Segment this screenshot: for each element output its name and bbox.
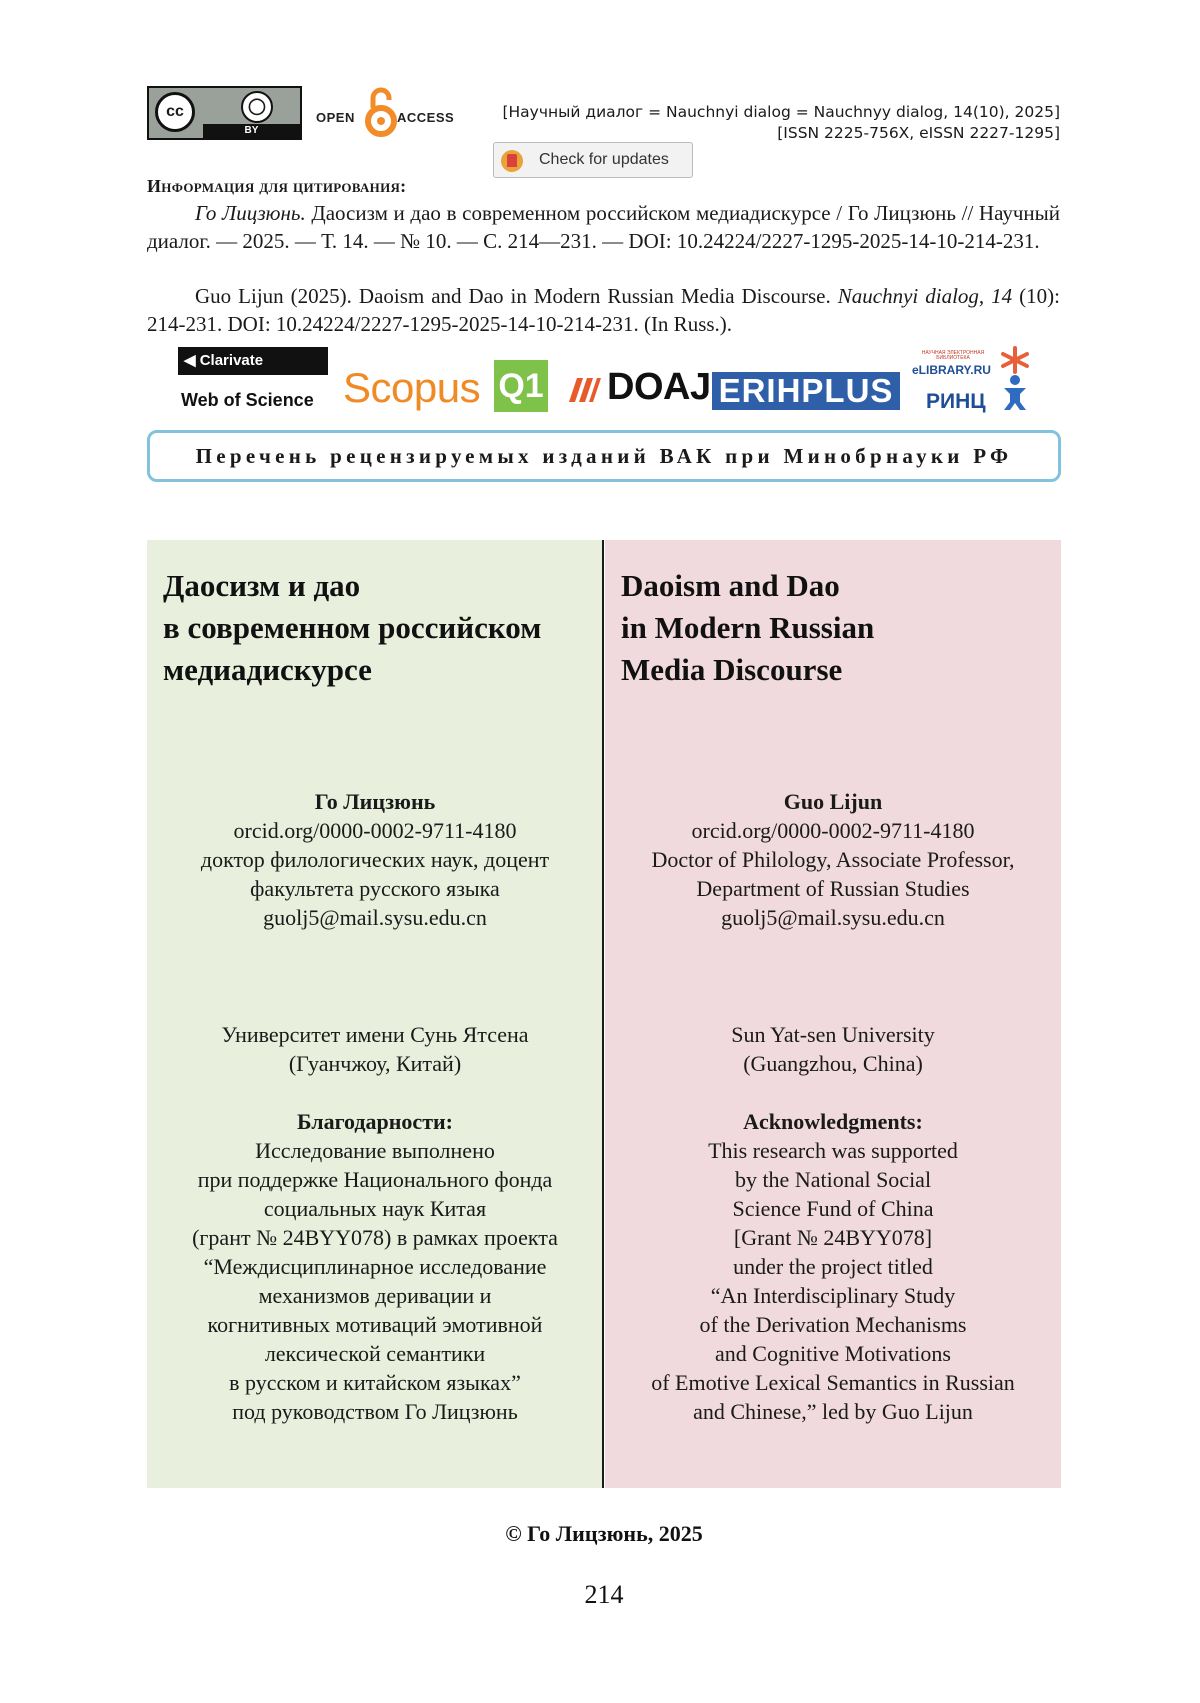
citation-english — [147, 283, 1060, 338]
check-for-updates-label: Check for updates — [539, 151, 669, 168]
author-info-russian — [160, 787, 590, 932]
author-position-en: Department of Russian Studies — [696, 876, 970, 901]
acknowledgments-english — [616, 1107, 1050, 1426]
journal-reference-issn: [ISSN 2225-756X, eISSN 2227-1295] — [777, 124, 1060, 142]
citation-heading: Информация для цитирования: — [147, 176, 407, 196]
open-access-access-text: ACCESS — [397, 110, 455, 125]
doaj-icon — [565, 372, 603, 408]
citation-en-text: Guo Lijun (2025). Daoism and Dao in Modern Russian Media Discourse. — [195, 284, 838, 308]
ack-line: and Chinese,” led by Guo Lijun — [693, 1399, 973, 1424]
orcid-link-ru[interactable]: orcid.org/0000-0002-9711-4180 — [233, 818, 517, 843]
ack-line: когнитивных мотиваций эмотивной — [207, 1312, 543, 1337]
affiliation-line: (Гуанчжоу, Китай) — [288, 1051, 462, 1076]
cc-icon: cc — [155, 92, 195, 132]
ack-line: социальных наук Китая — [263, 1196, 487, 1221]
author-name-en: Guo Lijun — [783, 789, 883, 814]
article-title-english — [621, 565, 1051, 691]
check-for-updates-button[interactable] — [493, 142, 693, 178]
open-access-lock-icon — [365, 86, 397, 138]
title-en-line: in Modern Russian — [621, 610, 875, 645]
affiliation-line: (Guangzhou, China) — [743, 1051, 923, 1076]
crossmark-icon — [501, 150, 523, 172]
by-label: BY — [203, 124, 300, 138]
ack-line: лексической семантики — [264, 1341, 486, 1366]
elibrary-logo[interactable]: eLIBRARY.RU — [912, 363, 991, 377]
vak-list-banner: Перечень рецензируемых изданий ВАК при Минобрнауки РФ — [147, 430, 1061, 482]
journal-reference-line1: [Научный диалог = Nauchnyi dialog = Nauchnyy dialog, 14(10), 2025] — [502, 103, 1060, 121]
clarivate-icon: ◀ — [184, 352, 196, 369]
acknowledgments-russian — [160, 1107, 590, 1426]
affiliation-english — [616, 1020, 1050, 1078]
q1-badge: Q1 — [494, 360, 548, 412]
elibrary-person-icon — [998, 346, 1032, 412]
ack-line: and Cognitive Motivations — [715, 1341, 951, 1366]
column-divider — [602, 540, 604, 1488]
citation-en-journal: Nauchnyi dialog, 14 — [837, 284, 1013, 308]
title-ru-line: в современном российском — [163, 610, 542, 645]
ack-line: при поддержке Национального фонда — [197, 1167, 553, 1192]
web-of-science-logo[interactable]: Web of Science — [181, 390, 314, 410]
citation-ru-text: Даосизм и дао в современном российском медиадискурсе / Го Лицзюнь // Научный диалог. — 2025. — Т. 14. — № 10. — С. 214—231. — DOI: 10.24224/2227-1295-2025-14-10-214-231. — [147, 201, 1060, 253]
author-position-en: Doctor of Philology, Associate Professor, — [651, 847, 1015, 872]
rinc-logo[interactable]: РИНЦ — [926, 390, 986, 413]
ack-heading-ru: Благодарности: — [296, 1109, 454, 1134]
attribution-person-icon: ◯ — [241, 91, 273, 123]
open-access-open-text: OPEN — [316, 110, 355, 125]
citation-ru-author: Го Лицзюнь. — [195, 201, 306, 225]
title-en-line: Daoism and Dao — [621, 568, 840, 603]
ack-line: Исследование выполнено — [255, 1138, 495, 1163]
affiliation-line: Sun Yat-sen University — [731, 1022, 935, 1047]
copyright-notice: © Го Лицзюнь, 2025 — [505, 1521, 703, 1546]
citation-en-text-end: (10): 214-231. DOI: 10.24224/2227-1295-2025-14-10-214-231. (In Russ.). — [147, 284, 1060, 336]
page-number: 214 — [584, 1580, 624, 1609]
affiliation-line: Университет имени Сунь Ятсена — [221, 1022, 529, 1047]
cc-by-license-badge[interactable] — [147, 86, 302, 140]
ack-line: of Emotive Lexical Semantics in Russian — [651, 1370, 1015, 1395]
ack-line: “Междисциплинарное исследование — [203, 1254, 547, 1279]
author-info-english — [616, 787, 1050, 932]
article-title-russian — [163, 565, 583, 691]
citation-russian — [147, 200, 1060, 255]
ack-line: This research was supported — [708, 1138, 958, 1163]
open-access-logo — [316, 84, 456, 140]
title-en-line: Media Discourse — [621, 652, 843, 687]
author-email-ru[interactable]: guolj5@mail.sysu.edu.cn — [263, 905, 487, 930]
ack-line: [Grant № 24BYY078] — [733, 1225, 933, 1250]
ack-line: в русском и китайском языках” — [229, 1370, 521, 1395]
erih-plus-logo[interactable]: ERIHPLUS — [712, 372, 900, 410]
ack-line: механизмов деривации и — [258, 1283, 492, 1308]
journal-reference — [470, 102, 1060, 144]
title-ru-line: медиадискурсе — [163, 652, 372, 687]
author-name-ru: Го Лицзюнь — [314, 789, 436, 814]
elibrary-caption: НАУЧНАЯ ЭЛЕКТРОННАЯ БИБЛИОТЕКА — [921, 350, 985, 361]
ack-line: Science Fund of China — [732, 1196, 934, 1221]
ack-line: under the project titled — [733, 1254, 933, 1279]
ack-line: (грант № 24BYY078) в рамках проекта — [192, 1225, 558, 1250]
ack-line: под руководством Го Лицзюнь — [232, 1399, 518, 1424]
title-ru-line: Даосизм и дао — [163, 568, 361, 603]
scopus-logo[interactable]: Scopus — [343, 364, 481, 411]
author-position-ru: факультета русского языка — [250, 876, 500, 901]
doaj-logo[interactable]: DOAJ — [607, 366, 711, 408]
author-email-en[interactable]: guolj5@mail.sysu.edu.cn — [721, 905, 945, 930]
orcid-link-en[interactable]: orcid.org/0000-0002-9711-4180 — [691, 818, 975, 843]
ack-line: of the Derivation Mechanisms — [699, 1312, 967, 1337]
ack-line: by the National Social — [734, 1167, 932, 1192]
ack-line: “An Interdisciplinary Study — [710, 1283, 956, 1308]
clarivate-logo[interactable] — [178, 347, 328, 375]
author-position-ru: доктор филологических наук, доцент — [200, 847, 550, 872]
clarivate-label: Clarivate — [199, 352, 264, 369]
ack-heading-en: Acknowledgments: — [743, 1109, 923, 1134]
affiliation-russian — [160, 1020, 590, 1078]
